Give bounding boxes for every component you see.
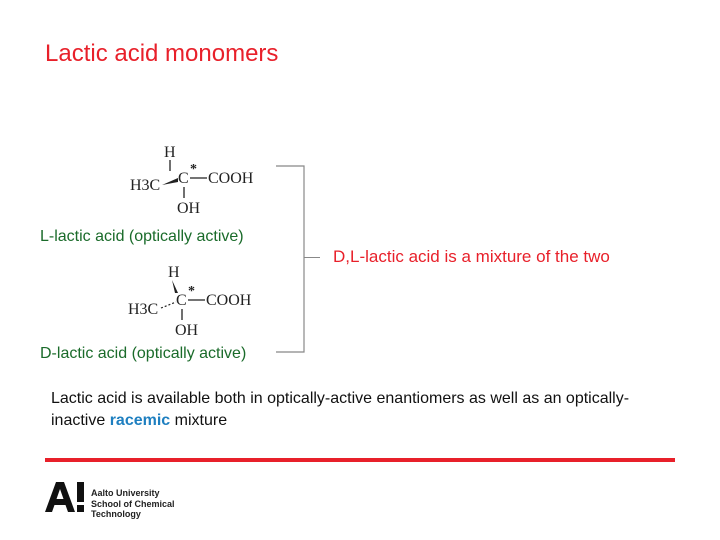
d-chiral-carbon: C	[176, 292, 187, 309]
l-cooh-group: COOH	[208, 170, 254, 187]
l-h3c-group: H3C	[130, 177, 161, 194]
description-text	[51, 388, 661, 432]
l-chiral-star: *	[190, 162, 197, 177]
logo-line-2: School of Chemical	[91, 498, 175, 509]
d-lactic-acid-label: D-lactic acid (optically active)	[40, 345, 247, 362]
bracket-connector	[304, 257, 320, 258]
description-before: Lactic acid is available both in optically-active enantiomers as well as an optically-inactive	[51, 390, 630, 429]
logo-line-1: Aalto University	[91, 488, 160, 498]
d-h3c-group: H3C	[128, 301, 159, 318]
d-h-atom: H	[168, 264, 180, 281]
d-oh-group: OH	[175, 322, 199, 339]
aalto-logo-text	[91, 488, 251, 520]
l-oh-group: OH	[177, 200, 201, 217]
l-lactic-acid-label: L-lactic acid (optically active)	[40, 228, 244, 245]
d-cooh-group: COOH	[206, 292, 252, 309]
l-h-atom: H	[164, 144, 176, 161]
racemic-highlight: racemic	[109, 412, 171, 429]
d-chiral-star: *	[188, 284, 195, 299]
logo-line-3: Technology	[91, 509, 141, 519]
d-lactic-acid-structure	[128, 262, 268, 345]
slide-title: Lactic acid monomers	[45, 40, 279, 67]
description-after: mixture	[170, 412, 228, 429]
aalto-logo-icon	[45, 480, 85, 519]
l-chiral-carbon: C	[178, 170, 189, 187]
grouping-bracket	[276, 165, 306, 353]
l-lactic-acid-structure	[130, 140, 270, 223]
divider-rule	[45, 458, 675, 462]
mixture-label: D,L-lactic acid is a mixture of the two	[333, 247, 610, 266]
